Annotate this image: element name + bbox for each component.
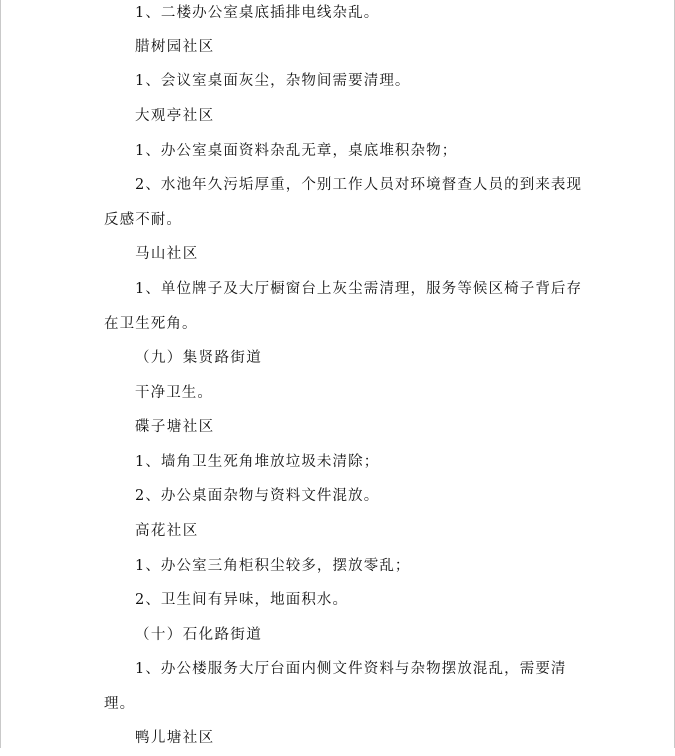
paragraph-item-1: 1、办公楼服务大厅台面内侧文件资料与杂物摆放混乱，需要清理。 bbox=[104, 661, 567, 712]
paragraph-item-1: 1、单位牌子及大厅橱窗台上灰尘需清理，服务等候区椅子背后存在卫生死角。 bbox=[104, 281, 583, 332]
section-heading-lashuyuan: 腊树园社区 bbox=[135, 39, 215, 55]
section-heading-jixianlu: （九）集贤路街道 bbox=[135, 350, 263, 366]
section-heading-shihualu: （十）石化路街道 bbox=[135, 627, 263, 643]
section-heading-yaertang: 鸭儿塘社区 bbox=[135, 730, 215, 746]
section-heading-gaohua: 高花社区 bbox=[135, 523, 199, 539]
paragraph-item-1: 1、办公室三角柜积尘较多，摆放零乱； bbox=[135, 558, 411, 574]
section-heading-daguanting: 大观亭社区 bbox=[135, 108, 215, 124]
paragraph-item-2: 2、水池年久污垢厚重，个别工作人员对环境督查人员的到来表现反感不耐。 bbox=[104, 177, 583, 228]
paragraph-item-1: 1、办公室桌面资料杂乱无章，桌底堆积杂物； bbox=[135, 143, 458, 159]
paragraph-item-1: 1、会议室桌面灰尘，杂物间需要清理。 bbox=[135, 73, 411, 89]
paragraph-item-2: 2、办公桌面杂物与资料文件混放。 bbox=[135, 488, 380, 504]
paragraph-item-1: 1、墙角卫生死角堆放垃圾未清除； bbox=[135, 454, 380, 470]
paragraph-item-2: 2、卫生间有异味，地面积水。 bbox=[135, 592, 349, 608]
paragraph-clean: 干净卫生。 bbox=[135, 385, 213, 401]
paragraph-item-1: 1、二楼办公室桌底插排电线杂乱。 bbox=[135, 5, 380, 21]
section-heading-diezitang: 碟子塘社区 bbox=[135, 419, 215, 435]
section-heading-mashan: 马山社区 bbox=[135, 246, 199, 262]
